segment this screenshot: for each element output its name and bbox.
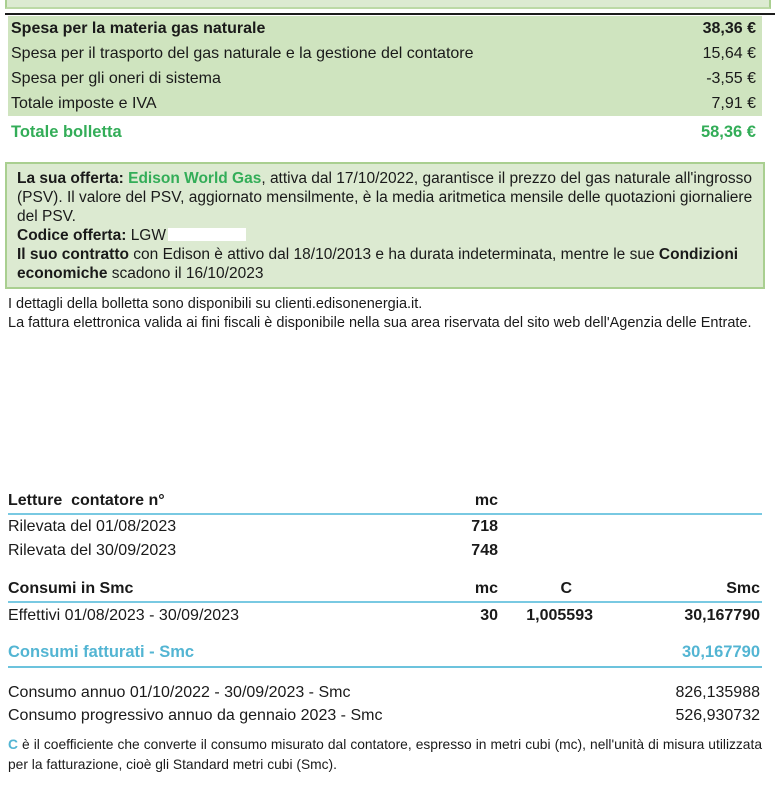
annual-consumption-label: Consumo progressivo annuo da gennaio 2023 - Smc: [8, 707, 383, 724]
expense-row: [11, 41, 756, 66]
contract-label: Il suo contratto: [17, 246, 129, 263]
cutoff-green-box-strip: [5, 0, 771, 9]
expense-summary-table: [8, 16, 762, 116]
expense-row: [11, 16, 756, 41]
readings-table-header: [8, 491, 762, 515]
annual-consumption-block: [8, 681, 762, 727]
offer-code-label: Codice offerta:: [17, 227, 127, 244]
expense-label: Spesa per il trasporto del gas naturale e la gestione del contatore: [11, 45, 474, 62]
consumption-table-header: [8, 579, 762, 603]
bill-total-row: [8, 119, 762, 145]
coefficient-text: è il coefficiente che converte il consumo misurato dal contatore, espresso in metri cubi (mc), nell'unità di misura utilizzata per la fatturazione, cioè gli Standard metri cubi (Smc).: [8, 737, 762, 772]
blank-area: [0, 333, 780, 491]
consumption-c-value: 1,005593: [526, 607, 593, 624]
coefficient-footnote: [8, 735, 762, 774]
offer-description: [17, 169, 753, 226]
meter-readings-section: [8, 491, 762, 774]
billed-consumption-row: [8, 642, 762, 668]
consumption-row: [8, 603, 762, 629]
offer-label: La sua offerta:: [17, 170, 124, 187]
section-divider-line: [5, 13, 775, 15]
bill-total-value: 58,36 €: [700, 122, 756, 141]
expense-label: Spesa per gli oneri di sistema: [11, 70, 221, 87]
consumption-header-label: Consumi in Smc: [8, 580, 134, 597]
contract-line: [17, 245, 753, 283]
offer-code-value: LGW: [130, 227, 166, 244]
offer-name: Edison World Gas: [128, 170, 262, 187]
bill-total-label: Totale bolletta: [11, 122, 122, 141]
expense-row: [11, 91, 756, 116]
expense-label: Spesa per la materia gas naturale: [11, 20, 266, 37]
coefficient-symbol: C: [8, 737, 18, 752]
reading-label: Rilevata del 30/09/2023: [8, 542, 177, 559]
billed-consumption-value: 30,167790: [682, 643, 760, 661]
offer-code-line: [17, 226, 753, 245]
readings-header-label: Letture contatore n°: [8, 492, 165, 509]
expense-value: -3,55 €: [706, 70, 756, 87]
expense-value: 38,36 €: [702, 20, 756, 37]
consumption-col-mc: mc: [474, 580, 498, 597]
bill-notes: [8, 295, 765, 333]
reading-value: 718: [471, 518, 498, 535]
annual-consumption-label: Consumo annuo 01/10/2022 - 30/09/2023 - Smc: [8, 684, 351, 701]
expense-value: 7,91 €: [711, 95, 756, 112]
annual-consumption-row: [8, 681, 762, 704]
conditions-text: scadono il 16/10/2023: [111, 265, 264, 282]
consumption-mc-value: 30: [480, 607, 498, 624]
annual-consumption-value: 826,135988: [675, 684, 760, 701]
offer-info-box: [5, 162, 765, 289]
readings-header-unit: mc: [474, 492, 498, 509]
redacted-code-box: [168, 228, 246, 241]
consumption-col-smc: Smc: [726, 580, 760, 597]
reading-row: [8, 539, 762, 563]
reading-row: [8, 515, 762, 539]
note-details-online: I dettagli della bolletta sono disponibili su clienti.edisonenergia.it.: [8, 296, 423, 312]
expense-value: 15,64 €: [702, 45, 756, 62]
consumption-smc-value: 30,167790: [684, 607, 760, 624]
annual-consumption-value: 526,930732: [675, 707, 760, 724]
note-electronic-invoice: La fattura elettronica valida ai fini fiscali è disponibile nella sua area riservata del sito web dell'Agenzia delle Entrate.: [8, 315, 752, 331]
contract-text: con Edison è attivo dal 18/10/2013 e ha durata indeterminata, mentre le sue: [133, 246, 655, 263]
offer-description-text: , attiva dal 17/10/2022, garantisce il prezzo del gas naturale all'ingrosso (PSV). Il valore del PSV, aggiornato mensilmente, è la media aritmetica mensile delle quotazioni giornaliere del PSV.: [17, 170, 753, 225]
conditions-label: Condizioni economiche: [17, 246, 739, 282]
expense-row: [11, 66, 756, 91]
reading-value: 748: [471, 542, 498, 559]
reading-label: Rilevata del 01/08/2023: [8, 518, 177, 535]
consumption-row-label: Effettivi 01/08/2023 - 30/09/2023: [8, 607, 239, 624]
expense-label: Totale imposte e IVA: [11, 95, 157, 112]
billed-consumption-label: Consumi fatturati - Smc: [8, 643, 195, 661]
consumption-col-c: C: [560, 580, 572, 597]
annual-consumption-row: [8, 704, 762, 727]
